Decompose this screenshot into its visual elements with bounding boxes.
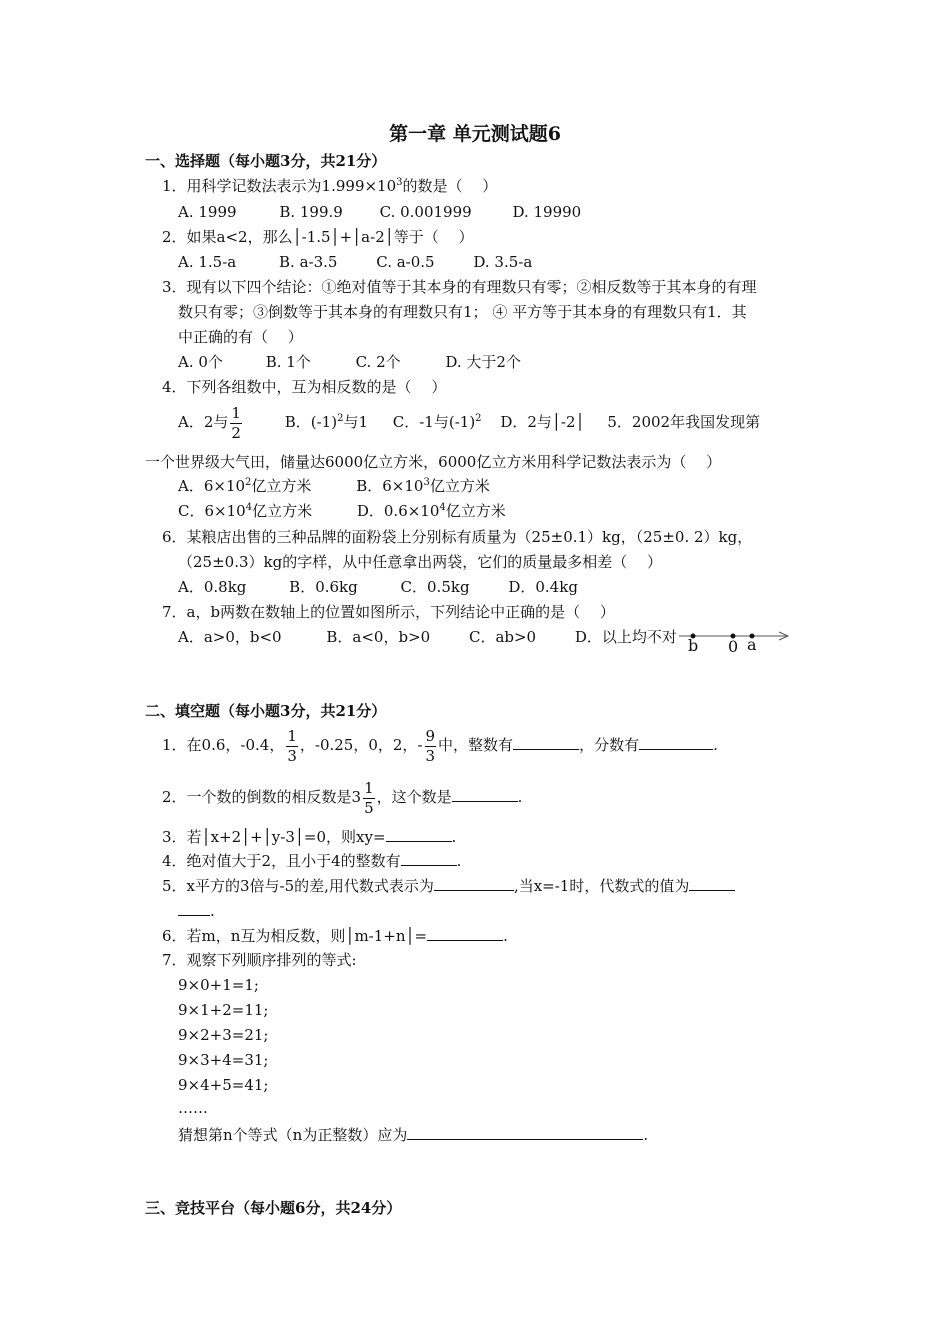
f7-eq-3: 9×2+3=21; <box>178 1026 269 1044</box>
section3-heading: 三、竞技平台（每小题6分，共24分） <box>145 1199 402 1217</box>
blank-f4[interactable] <box>401 850 457 866</box>
q3-line1: 3．现有以下四个结论：①绝对值等于其本身的有理数只有零；②相反数等于其本身的有理 <box>162 278 757 296</box>
axis-label-b: b <box>688 636 699 655</box>
blank-f5-value-part1[interactable] <box>689 875 735 891</box>
page-title: 第一章 单元测试题6 <box>389 123 561 145</box>
blank-f3[interactable] <box>386 826 452 842</box>
f7-eq-1: 9×0+1=1; <box>178 976 259 994</box>
f5-line1: 5．x平方的3倍与-5的差,用代数式表示为 ,当x=-1时，代数式的值为 <box>162 875 735 896</box>
f7-eq-5: 9×4+5=41; <box>178 1076 269 1094</box>
q5-stem-line2: 一个世界级大气田，储量达6000亿立方米，6000亿立方米用科学记数法表示为（ ） <box>145 453 722 471</box>
f7-guess: 猜想第n个等式（n为正整数）应为 . <box>178 1126 649 1144</box>
blank-f6[interactable] <box>427 925 503 941</box>
section2-heading: 二、填空题（每小题3分，共21分） <box>145 702 387 720</box>
f7-eq-4: 9×3+4=31; <box>178 1051 269 1069</box>
section1-heading: 一、选择题（每小题3分，共21分） <box>145 152 387 170</box>
blank-f2[interactable] <box>452 786 518 802</box>
q1-options: A. 1999 B. 199.9 C. 0.001999 D. 19990 <box>178 203 582 221</box>
f7-ellipsis: …… <box>178 1099 208 1117</box>
f1-line: 1．在0.6，-0.4， $\frac{1}{3}$ ，-0.25，0，2，- $\frac{9}{3}$ 中，整数有 ，分数有 . <box>162 726 718 765</box>
q7-stem: 7．a，b两数在数轴上的位置如图所示，下列结论中正确的是（ ） <box>162 603 615 621</box>
q3-options: A. 0个 B. 1个 C. 2个 D. 大于2个 <box>178 353 521 371</box>
q6-line2: （25±0.3）kg的字样，从中任意拿出两袋，它们的质量最多相差（ ） <box>178 553 662 571</box>
fraction-one-fifth: $\frac{1}{5}$ <box>364 778 374 817</box>
q6-line1: 6．某粮店出售的三种品牌的面粉袋上分别标有质量为（25±0.1）kg，（25±0. 2）kg， <box>162 528 753 546</box>
f2-line: 2．一个数的倒数的相反数是3 $\frac{1}{5}$ ，这个数是 . <box>162 778 523 817</box>
q2-options: A. 1.5-a B. a-3.5 C. a-0.5 D. 3.5-a <box>178 253 533 271</box>
fraction-nine-thirds: $\frac{9}{3}$ <box>425 726 436 765</box>
f7-eq-2: 9×1+2=11; <box>178 1001 269 1019</box>
f4-line: 4．绝对值大于2，且小于4的整数有 . <box>162 852 462 870</box>
blank-f5-value-part2[interactable] <box>178 900 210 916</box>
blank-fractions[interactable] <box>639 734 713 750</box>
fraction-one-third: $\frac{1}{3}$ <box>287 726 297 765</box>
f6-line: 6．若m，n互为相反数，则│m-1+n│= . <box>162 927 508 945</box>
q4-options: A．2与 $\frac{1}{2}$ B．$(-1)^2$与1 C．-1与$(-1)^2$ D．2与│-2│ 5．2002年我国发现第 <box>178 403 761 442</box>
f3-line: 3．若│x+2│+│y-3│=0，则xy= . <box>162 828 457 846</box>
fraction-one-half: $\frac{1}{2}$ <box>231 403 241 442</box>
axis-label-a: a <box>747 635 757 654</box>
blank-f7[interactable] <box>407 1124 643 1140</box>
q6-options: A．0.8kg B．0.6kg C．0.5kg D．0.4kg <box>178 578 578 596</box>
blank-f5-expression[interactable] <box>434 875 514 891</box>
q4-stem: 4．下列各组数中，互为相反数的是（ ） <box>162 378 447 396</box>
q5-options-row2: C．$6\times 10^4$亿立方米 D．$0.6\times 10^4$亿立方米 <box>178 502 506 520</box>
blank-integers[interactable] <box>513 734 579 750</box>
axis-label-zero: 0 <box>728 637 739 656</box>
f5-line2: . <box>178 900 215 921</box>
q3-line2: 数只有零；③倒数等于其本身的有理数只有1； ④ 平方等于其本身的有理数只有1．其 <box>178 303 747 321</box>
q5-options-row1: A．$6\times 10^2$亿立方米 B．$6\times 10^3$亿立方米 <box>178 477 490 495</box>
q7-options: A．a>0，b<0 B．a<0，b>0 C．ab>0 D．以上均不对 <box>178 628 677 646</box>
q3-line3: 中正确的有（ ） <box>178 328 303 346</box>
f7-stem: 7．观察下列顺序排列的等式: <box>162 951 357 969</box>
q2-stem: 2．如果a<2，那么│-1.5│+│a-2│等于（ ） <box>162 228 474 246</box>
q1-stem: 1．用科学记数法表示为$1.999\times 10^3$的数是（ ） <box>162 177 498 195</box>
